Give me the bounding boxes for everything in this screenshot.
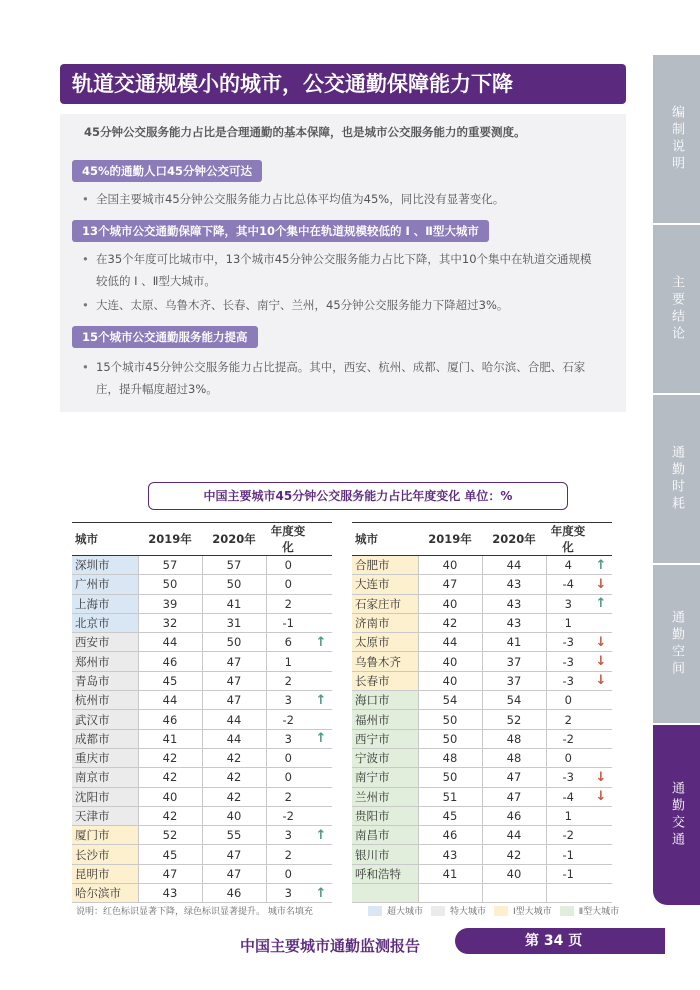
arrow-cell [310, 556, 332, 575]
table-row [72, 691, 332, 710]
legend-label: 超大城市 [387, 907, 424, 917]
table-row [72, 748, 332, 767]
value-2020: 48 [482, 729, 546, 748]
value-2020 [482, 884, 546, 903]
arrow-cell [310, 652, 332, 671]
value-2019: 46 [138, 710, 202, 729]
value-2019: 51 [418, 787, 482, 806]
change-value: 2 [266, 787, 310, 806]
legend-item-type2 [560, 904, 619, 917]
value-2020: 42 [202, 787, 266, 806]
arrow-cell [310, 575, 332, 594]
value-2019: 57 [138, 556, 202, 575]
city-cell: 杭州市 [72, 691, 138, 710]
city-cell: 石家庄市 [352, 594, 418, 613]
value-2020: 43 [482, 613, 546, 632]
city-cell: 成都市 [72, 729, 138, 748]
arrow-cell [590, 710, 612, 729]
city-cell: 西安市 [72, 633, 138, 652]
city-cell: 郑州市 [72, 652, 138, 671]
change-value: 0 [266, 575, 310, 594]
table-row [72, 787, 332, 806]
side-tab-commute-transport[interactable] [653, 725, 700, 905]
side-navigation [653, 55, 700, 905]
header-change: 年度变化 [266, 523, 310, 556]
arrow-cell [310, 864, 332, 883]
value-2019: 46 [418, 826, 482, 845]
table-header-row [72, 523, 332, 556]
change-value: 0 [546, 691, 590, 710]
table-row [72, 613, 332, 632]
value-2019: 42 [138, 806, 202, 825]
change-value: 6 [266, 633, 310, 652]
side-tab-preface[interactable] [653, 55, 700, 223]
city-cell: 厦门市 [72, 826, 138, 845]
city-cell: 深圳市 [72, 556, 138, 575]
change-value: 0 [266, 748, 310, 767]
side-tab-conclusions[interactable] [653, 225, 700, 393]
value-2020: 47 [202, 845, 266, 864]
arrow-cell [590, 845, 612, 864]
side-tab-label: 通勤空间 [669, 610, 684, 678]
page-number: 第 34 页 [455, 928, 665, 954]
change-value: -3 [546, 652, 590, 671]
side-tab-commute-space[interactable] [653, 565, 700, 723]
value-2020: 46 [202, 884, 266, 903]
table-row [72, 594, 332, 613]
value-2020: 55 [202, 826, 266, 845]
change-value: 2 [266, 594, 310, 613]
legend-item-type1 [494, 904, 552, 917]
city-cell: 哈尔滨市 [72, 884, 138, 903]
table-row [352, 556, 612, 575]
value-2019: 44 [138, 633, 202, 652]
value-2019: 50 [418, 768, 482, 787]
change-value: -2 [266, 710, 310, 729]
value-2020: 42 [482, 845, 546, 864]
value-2019: 40 [418, 556, 482, 575]
value-2019: 45 [418, 806, 482, 825]
page-title: 轨道交通规模小的城市，公交通勤保障能力下降 [60, 64, 626, 104]
arrow-cell [310, 748, 332, 767]
value-2020: 50 [202, 575, 266, 594]
change-value: 1 [546, 613, 590, 632]
legend-label: Ⅱ型大城市 [578, 907, 620, 917]
table-row [72, 652, 332, 671]
change-value: -4 [546, 575, 590, 594]
change-value: -1 [546, 864, 590, 883]
city-cell: 银川市 [352, 845, 418, 864]
change-value: 0 [546, 748, 590, 767]
value-2020: 54 [482, 691, 546, 710]
summary-lead: 45分钟公交服务能力占比是合理通勤的基本保障，也是城市公交服务能力的重要测度。 [84, 125, 526, 139]
side-tab-commute-time[interactable] [653, 395, 700, 563]
value-2019: 43 [138, 884, 202, 903]
legend-swatch [431, 906, 445, 916]
value-2019: 42 [418, 613, 482, 632]
arrow-up-icon: ↑ [310, 729, 332, 748]
city-cell: 北京市 [72, 613, 138, 632]
change-value: 4 [546, 556, 590, 575]
bullet-item [82, 248, 602, 292]
arrow-down-icon: ↓ [590, 652, 612, 671]
table-row [72, 729, 332, 748]
table-row [72, 671, 332, 690]
table-row [352, 826, 612, 845]
city-cell: 合肥市 [352, 556, 418, 575]
table-row [72, 806, 332, 825]
change-value: 3 [266, 691, 310, 710]
table-row [72, 633, 332, 652]
value-2020: 43 [482, 594, 546, 613]
city-cell: 济南市 [352, 613, 418, 632]
arrow-up-icon: ↑ [310, 884, 332, 903]
arrow-cell [590, 691, 612, 710]
arrow-down-icon: ↓ [590, 633, 612, 652]
table-title: 中国主要城市45分钟公交服务能力占比年度变化 单位：% [148, 482, 568, 510]
change-value: -2 [266, 806, 310, 825]
table-row [72, 575, 332, 594]
value-2020: 44 [482, 826, 546, 845]
value-2019: 52 [138, 826, 202, 845]
value-2019: 40 [418, 671, 482, 690]
city-cell: 太原市 [352, 633, 418, 652]
table-row [352, 652, 612, 671]
bullet-text: • 15个城市45分钟公交服务能力占比提高。其中，西安、杭州、成都、厦门、哈尔滨、合肥、石家庄，提升幅度超过3%。 [96, 360, 586, 396]
value-2020: 37 [482, 671, 546, 690]
arrow-cell [310, 710, 332, 729]
city-cell: 长沙市 [72, 845, 138, 864]
value-2019: 40 [418, 594, 482, 613]
side-tab-label: 通勤交通 [669, 781, 684, 849]
value-2019: 50 [418, 729, 482, 748]
bullet-item [82, 188, 602, 210]
city-cell: 南昌市 [352, 826, 418, 845]
arrow-cell [310, 613, 332, 632]
arrow-down-icon: ↓ [590, 787, 612, 806]
table-row [72, 845, 332, 864]
city-cell: 西宁市 [352, 729, 418, 748]
arrow-cell [590, 748, 612, 767]
arrow-cell [310, 594, 332, 613]
arrow-cell [590, 884, 612, 903]
change-value: -1 [546, 845, 590, 864]
bullet-text: • 在35个年度可比城市中，13个城市45分钟公交服务能力占比下降，其中10个集中在轨道交通规模较低的 Ⅰ 、Ⅱ型大城市。 [96, 252, 592, 288]
side-tab-label: 主要结论 [669, 275, 684, 343]
value-2019: 41 [418, 864, 482, 883]
value-2020: 47 [202, 691, 266, 710]
value-2019 [418, 884, 482, 903]
value-2020: 41 [202, 594, 266, 613]
table-header-row [352, 523, 612, 556]
legend-swatch [560, 906, 574, 916]
value-2019: 44 [418, 633, 482, 652]
value-2019: 45 [138, 671, 202, 690]
bullet-text: • 全国主要城市45分钟公交服务能力占比总体平均值为45%，同比没有显著变化。 [96, 192, 505, 206]
value-2019: 46 [138, 652, 202, 671]
city-cell: 青岛市 [72, 671, 138, 690]
table-row [352, 633, 612, 652]
city-cell: 南宁市 [352, 768, 418, 787]
value-2019: 43 [418, 845, 482, 864]
value-2019: 47 [418, 575, 482, 594]
value-2020: 37 [482, 652, 546, 671]
city-cell: 兰州市 [352, 787, 418, 806]
city-cell: 上海市 [72, 594, 138, 613]
table-row [72, 826, 332, 845]
table-row [352, 748, 612, 767]
table-row [72, 884, 332, 903]
bullet-item [82, 356, 602, 400]
city-cell: 贵阳市 [352, 806, 418, 825]
table-row [352, 710, 612, 729]
table-row [72, 556, 332, 575]
change-value: 3 [266, 884, 310, 903]
change-value: 3 [266, 729, 310, 748]
value-2019: 40 [138, 787, 202, 806]
data-table-left [72, 522, 332, 903]
value-2019: 39 [138, 594, 202, 613]
bullet-item [82, 294, 602, 316]
arrow-up-icon: ↑ [590, 594, 612, 613]
value-2019: 54 [418, 691, 482, 710]
value-2020: 48 [482, 748, 546, 767]
change-value [546, 884, 590, 903]
legend-label: Ⅰ型大城市 [513, 907, 552, 917]
legend-note: 说明：红色标识显著下降，绿色标识显著提升。 城市名填充 [76, 907, 313, 917]
table-row [352, 787, 612, 806]
change-value: -2 [546, 826, 590, 845]
table-row [352, 768, 612, 787]
table-row [72, 864, 332, 883]
legend-label: 特大城市 [450, 907, 487, 917]
change-value: 1 [546, 806, 590, 825]
arrow-cell [310, 671, 332, 690]
value-2020: 42 [202, 748, 266, 767]
city-cell: 昆明市 [72, 864, 138, 883]
table-row [352, 845, 612, 864]
side-tab-label: 编制说明 [669, 105, 684, 173]
city-cell: 南京市 [72, 768, 138, 787]
arrow-down-icon: ↓ [590, 768, 612, 787]
arrow-cell [590, 864, 612, 883]
city-cell: 沈阳市 [72, 787, 138, 806]
data-table-right [352, 522, 612, 903]
arrow-cell [590, 729, 612, 748]
arrow-up-icon: ↑ [310, 633, 332, 652]
city-cell: 长春市 [352, 671, 418, 690]
value-2019: 32 [138, 613, 202, 632]
change-value: -1 [266, 613, 310, 632]
value-2020: 57 [202, 556, 266, 575]
legend-swatch [494, 906, 508, 916]
change-value: 3 [546, 594, 590, 613]
value-2020: 31 [202, 613, 266, 632]
change-value: 0 [266, 556, 310, 575]
arrow-cell [310, 845, 332, 864]
table-row [352, 729, 612, 748]
header-arrow [310, 523, 332, 556]
change-value: 0 [266, 768, 310, 787]
change-value: 2 [266, 845, 310, 864]
section-tag: 13个城市公交通勤保障下降，其中10个集中在轨道规模较低的 Ⅰ 、Ⅱ型大城市 [72, 220, 489, 242]
change-value: 0 [266, 864, 310, 883]
city-cell: 乌鲁木齐 [352, 652, 418, 671]
arrow-up-icon: ↑ [310, 826, 332, 845]
bullet-text: • 大连、太原、乌鲁木齐、长春、南宁、兰州，45分钟公交服务能力下降超过3%。 [96, 298, 509, 312]
value-2019: 42 [138, 768, 202, 787]
arrow-down-icon: ↓ [590, 671, 612, 690]
header-city: 城市 [352, 523, 418, 556]
city-cell: 呼和浩特 [352, 864, 418, 883]
value-2020: 44 [202, 710, 266, 729]
report-title: 中国主要城市通勤监测报告 [240, 937, 421, 955]
city-cell: 广州市 [72, 575, 138, 594]
value-2020: 50 [202, 633, 266, 652]
change-value: -2 [546, 729, 590, 748]
table-row [352, 864, 612, 883]
table-row [352, 671, 612, 690]
value-2019: 48 [418, 748, 482, 767]
change-value: 3 [266, 826, 310, 845]
city-cell [352, 884, 418, 903]
arrow-cell [310, 806, 332, 825]
value-2019: 42 [138, 748, 202, 767]
change-value: -4 [546, 787, 590, 806]
change-value: -3 [546, 671, 590, 690]
value-2020: 47 [202, 864, 266, 883]
table-row [352, 806, 612, 825]
value-2020: 47 [202, 671, 266, 690]
city-cell: 大连市 [352, 575, 418, 594]
legend-item-super [431, 904, 486, 917]
arrow-cell [310, 787, 332, 806]
arrow-cell [310, 768, 332, 787]
legend-item-mega [368, 904, 423, 917]
header-2020: 2020年 [202, 523, 266, 556]
header-city: 城市 [72, 523, 138, 556]
value-2020: 44 [482, 556, 546, 575]
header-2019: 2019年 [418, 523, 482, 556]
value-2020: 46 [482, 806, 546, 825]
arrow-up-icon: ↑ [310, 691, 332, 710]
table-row [72, 768, 332, 787]
change-value: 1 [266, 652, 310, 671]
section-tag: 45%的通勤人口45分钟公交可达 [72, 160, 262, 182]
arrow-down-icon: ↓ [590, 575, 612, 594]
legend-swatch [368, 906, 382, 916]
value-2020: 42 [202, 768, 266, 787]
value-2019: 40 [418, 652, 482, 671]
table-row [352, 594, 612, 613]
legend [368, 904, 627, 917]
change-value: -3 [546, 633, 590, 652]
value-2019: 45 [138, 845, 202, 864]
value-2020: 47 [482, 787, 546, 806]
arrow-up-icon: ↑ [590, 556, 612, 575]
change-value: 2 [266, 671, 310, 690]
value-2020: 44 [202, 729, 266, 748]
value-2020: 43 [482, 575, 546, 594]
value-2019: 50 [418, 710, 482, 729]
header-arrow [590, 523, 612, 556]
city-cell: 海口市 [352, 691, 418, 710]
value-2020: 47 [482, 768, 546, 787]
city-cell: 福州市 [352, 710, 418, 729]
arrow-cell [590, 806, 612, 825]
table-row [352, 613, 612, 632]
city-cell: 重庆市 [72, 748, 138, 767]
table-row [352, 691, 612, 710]
table-row [352, 884, 612, 903]
arrow-cell [590, 826, 612, 845]
summary-box [60, 114, 626, 412]
value-2019: 44 [138, 691, 202, 710]
value-2020: 40 [482, 864, 546, 883]
value-2019: 50 [138, 575, 202, 594]
section-tag: 15个城市公交通勤服务能力提高 [72, 326, 258, 348]
value-2020: 47 [202, 652, 266, 671]
city-cell: 天津市 [72, 806, 138, 825]
table-row [72, 710, 332, 729]
change-value: 2 [546, 710, 590, 729]
city-cell: 武汉市 [72, 710, 138, 729]
value-2019: 41 [138, 729, 202, 748]
header-change: 年度变化 [546, 523, 590, 556]
header-2019: 2019年 [138, 523, 202, 556]
value-2019: 47 [138, 864, 202, 883]
header-2020: 2020年 [482, 523, 546, 556]
value-2020: 52 [482, 710, 546, 729]
table-row [352, 575, 612, 594]
change-value: -3 [546, 768, 590, 787]
arrow-cell [590, 613, 612, 632]
value-2020: 41 [482, 633, 546, 652]
side-tab-label: 通勤时耗 [669, 445, 684, 513]
city-cell: 宁波市 [352, 748, 418, 767]
value-2020: 40 [202, 806, 266, 825]
